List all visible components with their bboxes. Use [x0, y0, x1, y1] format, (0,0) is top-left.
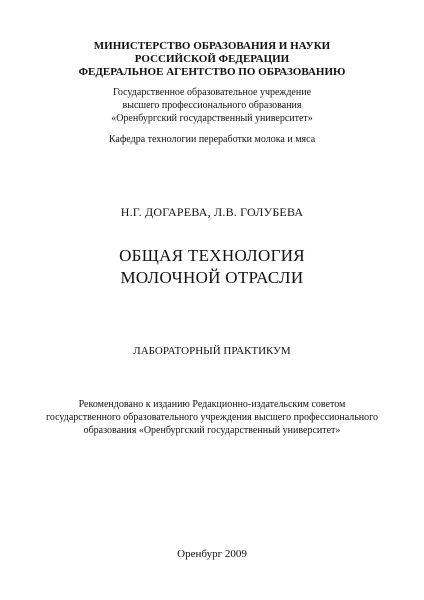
ministry-line: МИНИСТЕРСТВО ОБРАЗОВАНИЯ И НАУКИ — [93, 40, 331, 52]
recommendation-line: образования «Оренбургский государственный университет» — [83, 425, 341, 436]
book-subtitle — [0, 345, 424, 358]
institution-line: высшего профессионального образования — [122, 100, 302, 111]
subtitle-line: ЛАБОРАТОРНЫЙ ПРАКТИКУМ — [133, 345, 291, 357]
book-title — [0, 245, 424, 289]
department-line: Кафедра технологии переработки молока и мяса — [108, 134, 316, 145]
recommendation-line: Рекомендовано к изданию Редакционно-издательским советом — [78, 399, 346, 410]
city-year — [0, 548, 424, 561]
ministry-header — [0, 40, 424, 79]
recommendation-note — [0, 398, 424, 437]
authors — [0, 205, 424, 219]
institution-line: Государственное образовательное учреждение — [112, 87, 312, 98]
department-name — [0, 133, 424, 146]
institution-name — [0, 86, 424, 125]
ministry-line: РОССИЙСКОЙ ФЕДЕРАЦИИ — [134, 53, 290, 65]
recommendation-line: государственного образовательного учреждения высшего профессионального — [46, 412, 378, 423]
city-year-line: Оренбург 2009 — [177, 548, 247, 560]
authors-line: Н.Г. ДОГАРЕВА, Л.В. ГОЛУБЕВА — [120, 205, 304, 219]
ministry-line: ФЕДЕРАЛЬНОЕ АГЕНТСТВО ПО ОБРАЗОВАНИЮ — [78, 66, 346, 78]
title-line: ОБЩАЯ ТЕХНОЛОГИЯ — [119, 246, 305, 265]
institution-line: «Оренбургский государственный университет» — [111, 113, 313, 124]
title-line: МОЛОЧНОЙ ОТРАСЛИ — [120, 268, 304, 287]
